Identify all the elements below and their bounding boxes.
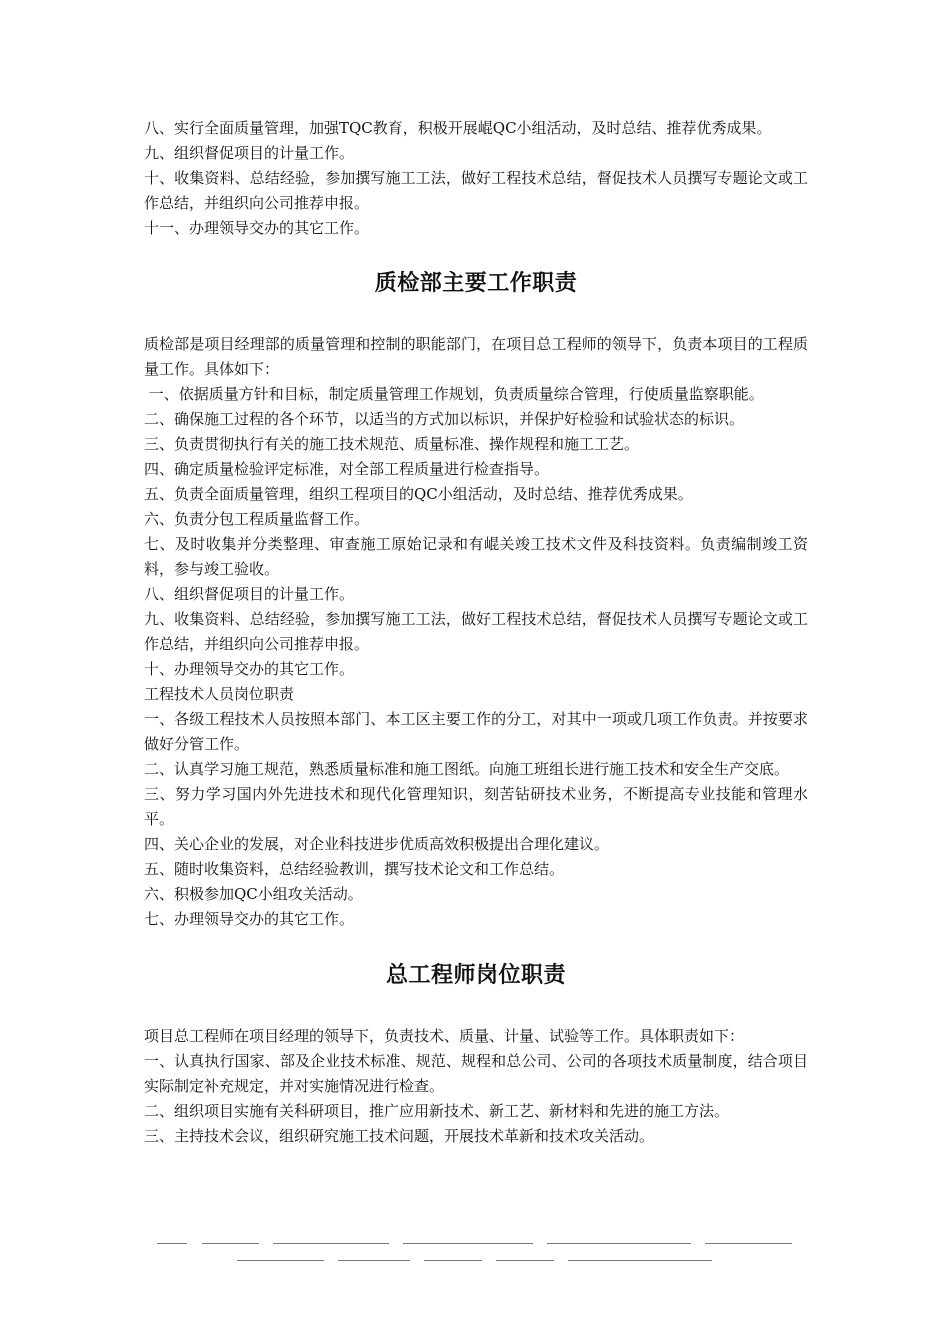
paragraph: 七、及时收集并分类整理、审查施工原始记录和有崐关竣工技术文件及科技资料。负责编制竣工资料，参与竣工验收。 [144, 535, 808, 578]
document-body [144, 116, 808, 1149]
paragraph: 六、积极参加QC小组攻关活动。 [144, 885, 363, 903]
footer-line [705, 1243, 792, 1244]
footer-line [496, 1260, 554, 1261]
footer-line [338, 1260, 410, 1261]
paragraph: 五、负责全面质量管理，组织工程项目的QC小组活动，及时总结、推荐优秀成果。 [144, 485, 693, 503]
paragraph: 九、收集资料、总结经验，参加撰写施工工法，做好工程技术总结，督促技术人员撰写专题论文或工作总结，并组织向公司推荐申报。 [144, 610, 808, 653]
footer-line [568, 1260, 712, 1261]
paragraph: 三、负责贯彻执行有关的施工技术规范、质量标准、操作规程和施工工艺。 [144, 435, 640, 453]
paragraph: 三、努力学习国内外先进技术和现代化管理知识，刻苦钻研技术业务，不断提高专业技能和管理水平。 [144, 785, 808, 828]
qc-section [144, 332, 808, 932]
paragraph: 四、关心企业的发展，对企业科技进步优质高效积极提出合理化建议。 [144, 835, 610, 853]
footer-line [424, 1260, 482, 1261]
paragraph: 八、实行全面质量管理，加强TQC教育，积极开展崐QC小组活动，及时总结、推荐优秀成果。 [144, 119, 772, 137]
footer-line [157, 1243, 187, 1244]
footer-line [403, 1243, 533, 1244]
paragraph: 十、收集资料、总结经验，参加撰写施工工法，做好工程技术总结，督促技术人员撰写专题论文或工作总结，并组织向公司推荐申报。 [144, 169, 808, 212]
paragraph: 二、确保施工过程的各个环节，以适当的方式加以标识，并保护好检验和试验状态的标识。 [144, 410, 745, 428]
paragraph: 一、各级工程技术人员按照本部门、本工区主要工作的分工，对其中一项或几项工作负责。并按要求做好分管工作。 [144, 710, 808, 753]
paragraph: 十一、办理领导交办的其它工作。 [144, 219, 370, 237]
paragraph: 二、组织项目实施有关科研项目，推广应用新技术、新工艺、新材料和先进的施工方法。 [144, 1102, 730, 1120]
footer-line [547, 1243, 691, 1244]
subheading-engineering-staff: 工程技术人员岗位职责 [144, 685, 295, 703]
section-heading-qc-department: 质检部主要工作职责 [374, 270, 578, 296]
paragraph: 项目总工程师在项目经理的领导下，负责技术、质量、计量、试验等工作。具体职责如下： [144, 1027, 745, 1045]
footer-line [237, 1260, 324, 1261]
paragraph: 二、认真学习施工规范，熟悉质量标准和施工图纸。向施工班组长进行施工技术和安全生产交底。 [144, 760, 790, 778]
paragraph: 一、依据质量方针和目标，制定质量管理工作规划，负责质量综合管理，行使质量监察职能。 [144, 385, 764, 403]
section-heading-chief-engineer: 总工程师岗位职责 [385, 962, 566, 988]
paragraph: 六、负责分包工程质量监督工作。 [144, 510, 370, 528]
paragraph: 九、组织督促项目的计量工作。 [144, 144, 355, 162]
paragraph: 质检部是项目经理部的质量管理和控制的职能部门，在项目总工程师的领导下，负责本项目的工程质量工作。具体如下： [144, 335, 808, 378]
chief-engineer-section [144, 1024, 808, 1149]
paragraph: 十、办理领导交办的其它工作。 [144, 660, 355, 678]
footer-line [202, 1243, 259, 1244]
paragraph: 一、认真执行国家、部及企业技术标准、规范、规程和总公司、公司的各项技术质量制度，结合项目实际制定补充规定，并对实施情况进行检查。 [144, 1052, 808, 1095]
footer-line [273, 1243, 389, 1244]
paragraph: 七、办理领导交办的其它工作。 [144, 910, 355, 928]
paragraph: 三、主持技术会议，组织研究施工技术问题，开展技术革新和技术攻关活动。 [144, 1127, 655, 1145]
paragraph: 四、确定质量检验评定标准，对全部工程质量进行检查指导。 [144, 460, 550, 478]
paragraph: 五、随时收集资料，总结经验教训，撰写技术论文和工作总结。 [144, 860, 565, 878]
paragraph: 八、组织督促项目的计量工作。 [144, 585, 355, 603]
intro-section [144, 116, 808, 241]
